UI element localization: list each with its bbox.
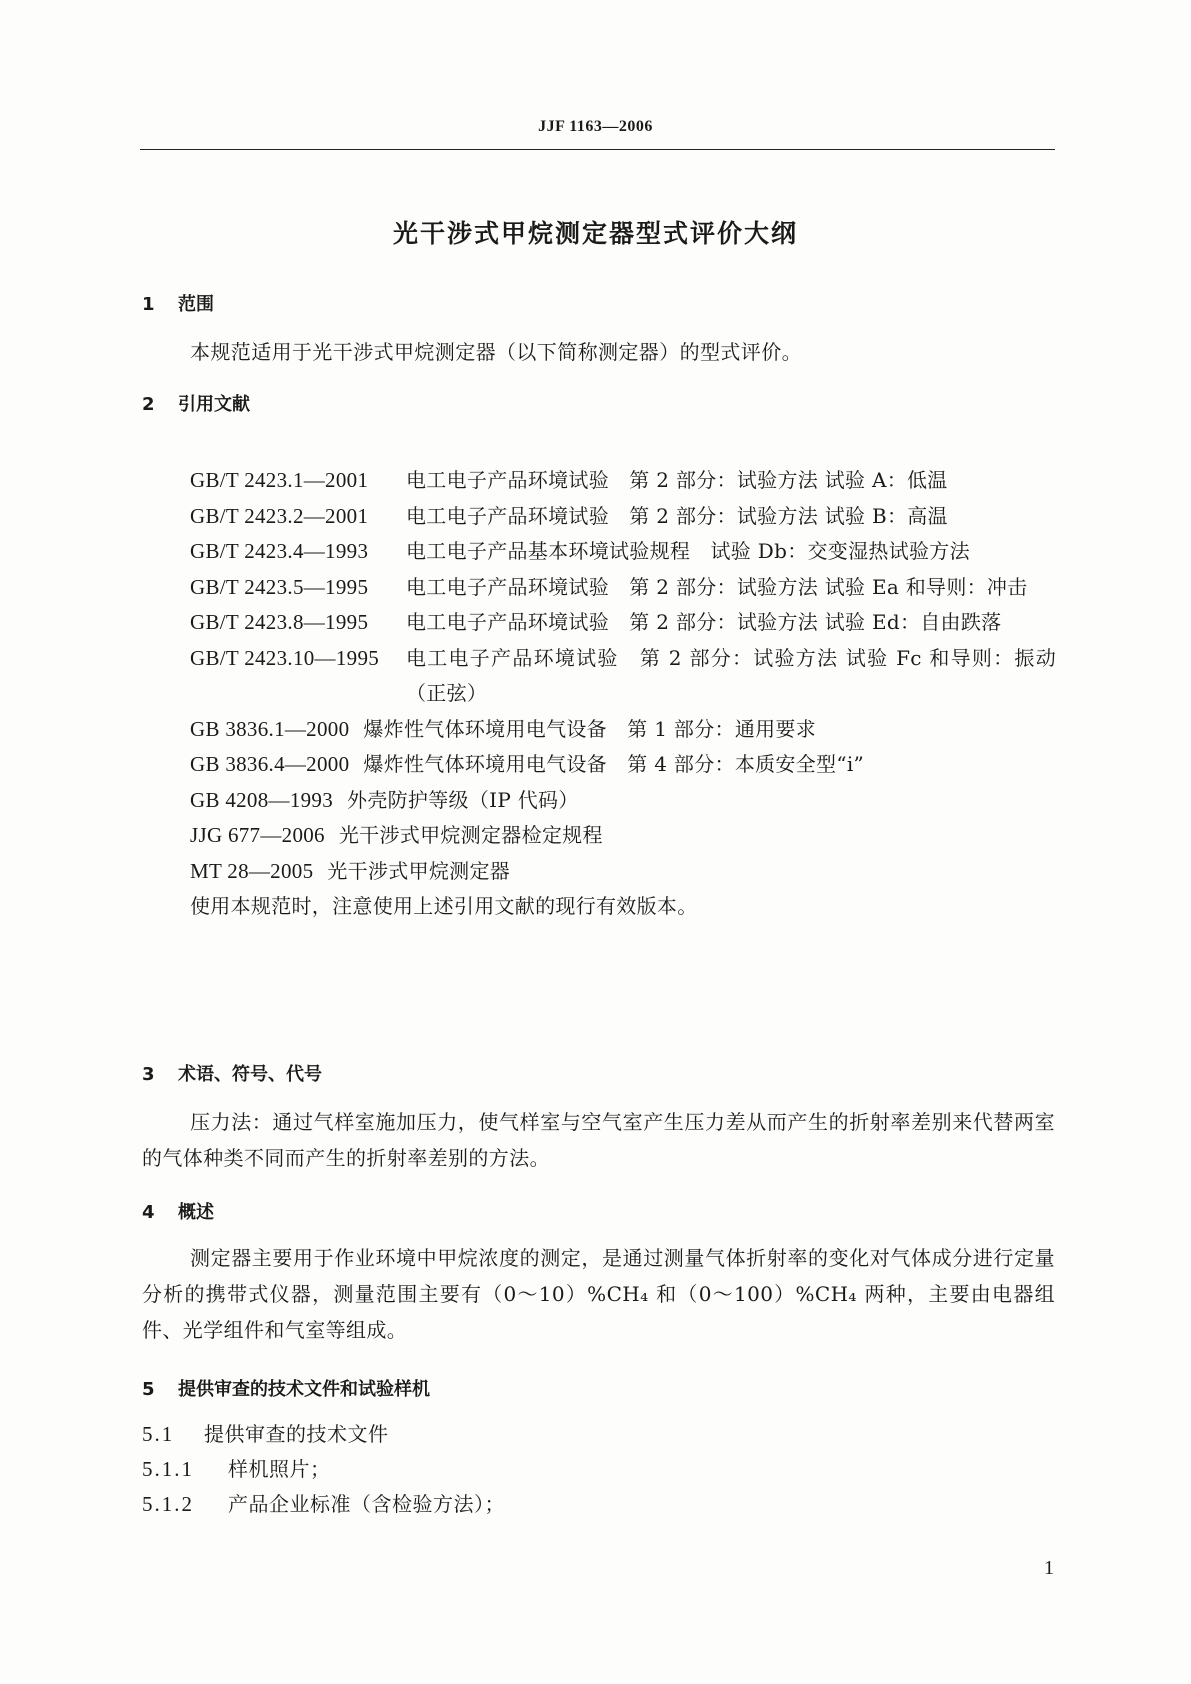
reference-item	[190, 499, 1056, 535]
reference-description: 电工电子产品环境试验 第 2 部分：试验方法 试验 Ed：自由跌落	[406, 610, 1002, 634]
reference-item	[190, 747, 1056, 783]
reference-item	[190, 783, 1056, 819]
section-title: 概述	[178, 1202, 214, 1223]
section-heading-2	[142, 390, 250, 416]
page-number: 1	[1044, 1557, 1054, 1579]
reference-description: 电工电子产品环境试验 第 2 部分：试验方法 试验 A：低温	[406, 468, 948, 492]
reference-code: MT 28—2005	[190, 858, 314, 883]
reference-code: GB/T 2423.10—1995	[190, 645, 380, 670]
reference-description: 光干涉式甲烷测定器检定规程	[338, 823, 603, 847]
reference-item	[190, 818, 1056, 854]
section-heading-4	[142, 1198, 214, 1224]
running-header: JJF 1163—2006	[538, 118, 653, 135]
reference-code: JJG 677—2006	[190, 823, 325, 847]
section-number: 2	[142, 394, 155, 415]
section-number: 4	[142, 1202, 155, 1223]
subsection-5-1-1	[142, 1453, 331, 1482]
reference-description: 电工电子产品环境试验 第 2 部分：试验方法 试验 Fc 和导则：振动（正弦）	[406, 645, 1056, 705]
header-rule	[140, 149, 1055, 150]
reference-code: GB/T 2423.5—1995	[190, 574, 369, 599]
subsection-5-1-2	[142, 1488, 505, 1517]
reference-description: 爆炸性气体环境用电气设备 第 4 部分：本质安全型“i”	[363, 752, 865, 776]
reference-description: 爆炸性气体环境用电气设备 第 1 部分：通用要求	[363, 716, 817, 741]
reference-item	[190, 534, 1056, 570]
section-heading-3	[142, 1060, 322, 1086]
section-1-paragraph: 本规范适用于光干涉式甲烷测定器（以下简称测定器）的型式评价。	[190, 340, 802, 364]
section-number: 3	[142, 1064, 155, 1085]
section-title: 范围	[178, 294, 214, 315]
reference-description: 电工电子产品基本环境试验规程 试验 Db：交变湿热试验方法	[406, 539, 970, 563]
page-title: 光干涉式甲烷测定器型式评价大纲	[392, 219, 798, 248]
reference-item	[190, 712, 1056, 748]
reference-item	[190, 463, 1056, 499]
reference-list	[190, 463, 1056, 925]
subsection-text: 样机照片；	[228, 1457, 331, 1481]
reference-code: GB 3836.1—2000	[190, 716, 350, 741]
subsection-text: 产品企业标准（含检验方法）；	[228, 1492, 505, 1516]
reference-item	[190, 570, 1056, 606]
section-number: 1	[142, 294, 155, 315]
section-heading-5	[142, 1375, 430, 1401]
reference-code: GB/T 2423.2—2001	[190, 503, 369, 528]
reference-code: GB/T 2423.1—2001	[190, 468, 369, 492]
subsection-number: 5.1.2	[142, 1492, 194, 1516]
reference-description: 光干涉式甲烷测定器	[327, 858, 511, 883]
subsection-5-1	[142, 1418, 389, 1447]
reference-item	[190, 641, 1056, 712]
section-title: 术语、符号、代号	[178, 1064, 322, 1085]
section-title: 提供审查的技术文件和试验样机	[178, 1379, 430, 1400]
subsection-number: 5.1.1	[142, 1457, 194, 1481]
section-title: 引用文献	[178, 394, 250, 415]
subsection-number: 5.1	[142, 1422, 175, 1446]
reference-code: GB/T 2423.8—1995	[190, 610, 369, 634]
reference-code: GB/T 2423.4—1993	[190, 539, 369, 563]
reference-item	[190, 605, 1056, 641]
reference-description: 外壳防护等级（IP 代码）	[347, 787, 579, 812]
reference-item	[190, 854, 1056, 890]
reference-code: GB 3836.4—2000	[190, 752, 350, 776]
reference-note: 使用本规范时，注意使用上述引用文献的现行有效版本。	[190, 894, 698, 918]
section-3-paragraph: 压力法：通过气样室施加压力，使气样室与空气室产生压力差从而产生的折射率差别来代替两室的气体种类不同而产生的折射率差别的方法。	[142, 1110, 1055, 1170]
section-number: 5	[142, 1379, 155, 1400]
subsection-text: 提供审查的技术文件	[204, 1422, 389, 1446]
reference-code: GB 4208—1993	[190, 787, 334, 812]
section-4-paragraph: 测定器主要用于作业环境中甲烷浓度的测定，是通过测量气体折射率的变化对气体成分进行定量分析的携带式仪器，测量范围主要有（0～10）%CH₄ 和（0～100）%CH₄ 两种，主要由电器组件、光学组件和气室等组成。	[142, 1246, 1055, 1342]
reference-description: 电工电子产品环境试验 第 2 部分：试验方法 试验 B：高温	[406, 503, 948, 528]
reference-description: 电工电子产品环境试验 第 2 部分：试验方法 试验 Ea 和导则：冲击	[406, 574, 1028, 599]
section-heading-1	[142, 290, 214, 316]
